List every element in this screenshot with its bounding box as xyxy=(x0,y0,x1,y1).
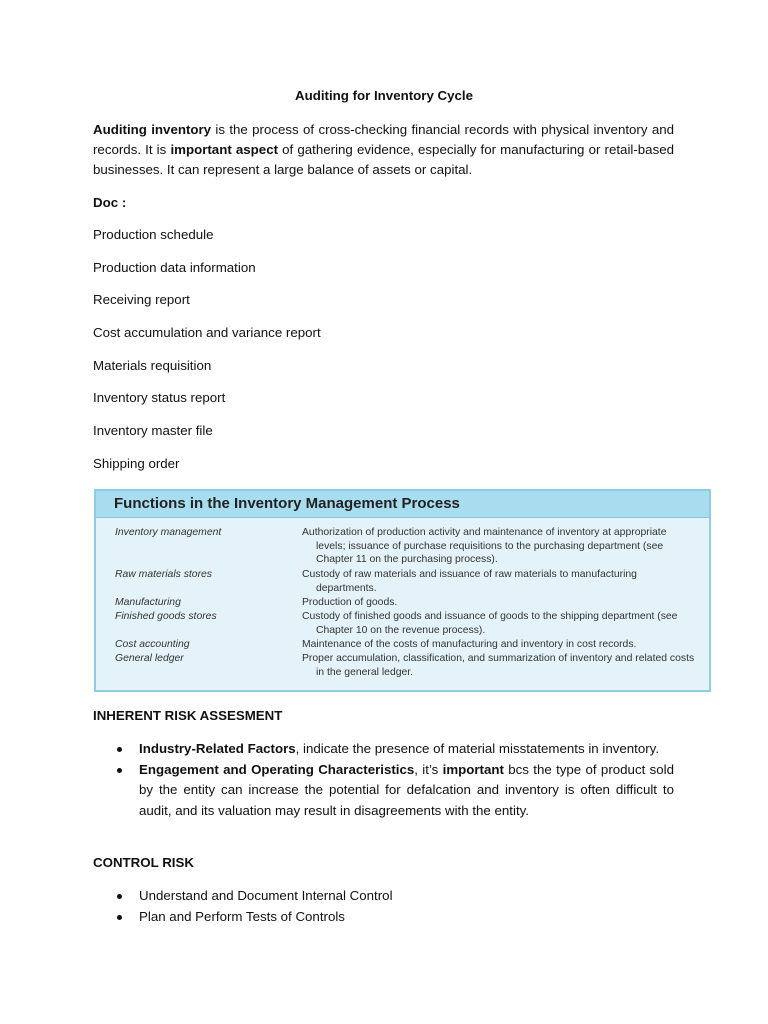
bullet-icon xyxy=(117,915,122,920)
list-item xyxy=(93,886,674,907)
intro-paragraph xyxy=(93,120,674,180)
doc-item: Production data information xyxy=(93,259,256,275)
bullet-icon xyxy=(117,768,122,773)
inherent-risk-heading: INHERENT RISK ASSESMENT xyxy=(93,708,283,723)
factor-emphasis: important xyxy=(442,761,504,777)
document-title: Auditing for Inventory Cycle xyxy=(294,88,474,103)
table-title: Functions in the Inventory Management Process xyxy=(96,491,709,518)
doc-item: Materials requisition xyxy=(93,357,212,373)
table-function: General ledger xyxy=(115,653,184,664)
table-description: Custody of raw materials and issuance of raw materials to manufacturing departments. xyxy=(302,569,637,594)
factor-text-2: bcs the type of product sold by the entity can increase the potential for defalcation and inventory is often difficult to audit, and its valuation may result in disagreements with the entity. xyxy=(139,761,674,819)
factor-name: Engagement and Operating Characteristics xyxy=(139,761,415,777)
list-item xyxy=(93,739,674,760)
doc-item: Shipping order xyxy=(93,455,180,471)
table-function: Cost accounting xyxy=(115,639,190,650)
control-risk-heading: CONTROL RISK xyxy=(93,855,194,870)
intro-emphasis: important aspect xyxy=(170,142,279,157)
doc-item: Inventory status report xyxy=(93,390,226,406)
list-item xyxy=(93,760,674,822)
table-function: Finished goods stores xyxy=(115,611,217,622)
control-risk-list xyxy=(93,886,674,927)
table-function: Manufacturing xyxy=(115,597,181,608)
bullet-icon xyxy=(117,747,122,752)
intro-text-1: is the process of cross-checking financial records with physical inventory and records. It is xyxy=(93,122,675,157)
control-risk-item-text: Plan and Perform Tests of Controls xyxy=(139,908,345,924)
bullet-icon xyxy=(117,894,122,899)
table-description: Custody of finished goods and issuance of goods to the shipping department (see Chapter 10 on the revenue process). xyxy=(302,611,678,636)
factor-text: , it’s xyxy=(414,761,443,777)
doc-label: Doc : xyxy=(93,195,127,210)
table-function: Inventory management xyxy=(115,527,222,538)
control-risk-item-text: Understand and Document Internal Control xyxy=(139,888,393,903)
table-description: Production of goods. xyxy=(302,597,398,608)
factor-name: Industry-Related Factors xyxy=(139,741,296,756)
inventory-functions-table xyxy=(94,489,711,692)
factor-text: , indicate the presence of material misstatements in inventory. xyxy=(295,741,660,756)
intro-text-2: of gathering evidence, especially for manufacturing or retail-based businesses. It can represent a large balance of assets or capital. xyxy=(93,142,675,177)
table-description: Maintenance of the costs of manufacturing and inventory in cost records. xyxy=(302,639,637,650)
inherent-risk-list xyxy=(93,739,674,822)
table-description: Proper accumulation, classification, and summarization of inventory and related costs in the general ledger. xyxy=(302,653,695,678)
doc-list xyxy=(93,226,321,488)
doc-item: Inventory master file xyxy=(93,423,213,439)
doc-item: Receiving report xyxy=(93,292,190,308)
table-description: Authorization of production activity and maintenance of inventory at appropriate levels; issuance of purchase requisitions to the purchasing department (see Chapter 11 on the purchasing process). xyxy=(302,527,667,566)
doc-item: Production schedule xyxy=(93,227,214,242)
intro-term: Auditing inventory xyxy=(93,122,212,137)
list-item xyxy=(93,907,674,928)
table-function: Raw materials stores xyxy=(115,569,213,580)
doc-item: Cost accumulation and variance report xyxy=(93,325,321,341)
